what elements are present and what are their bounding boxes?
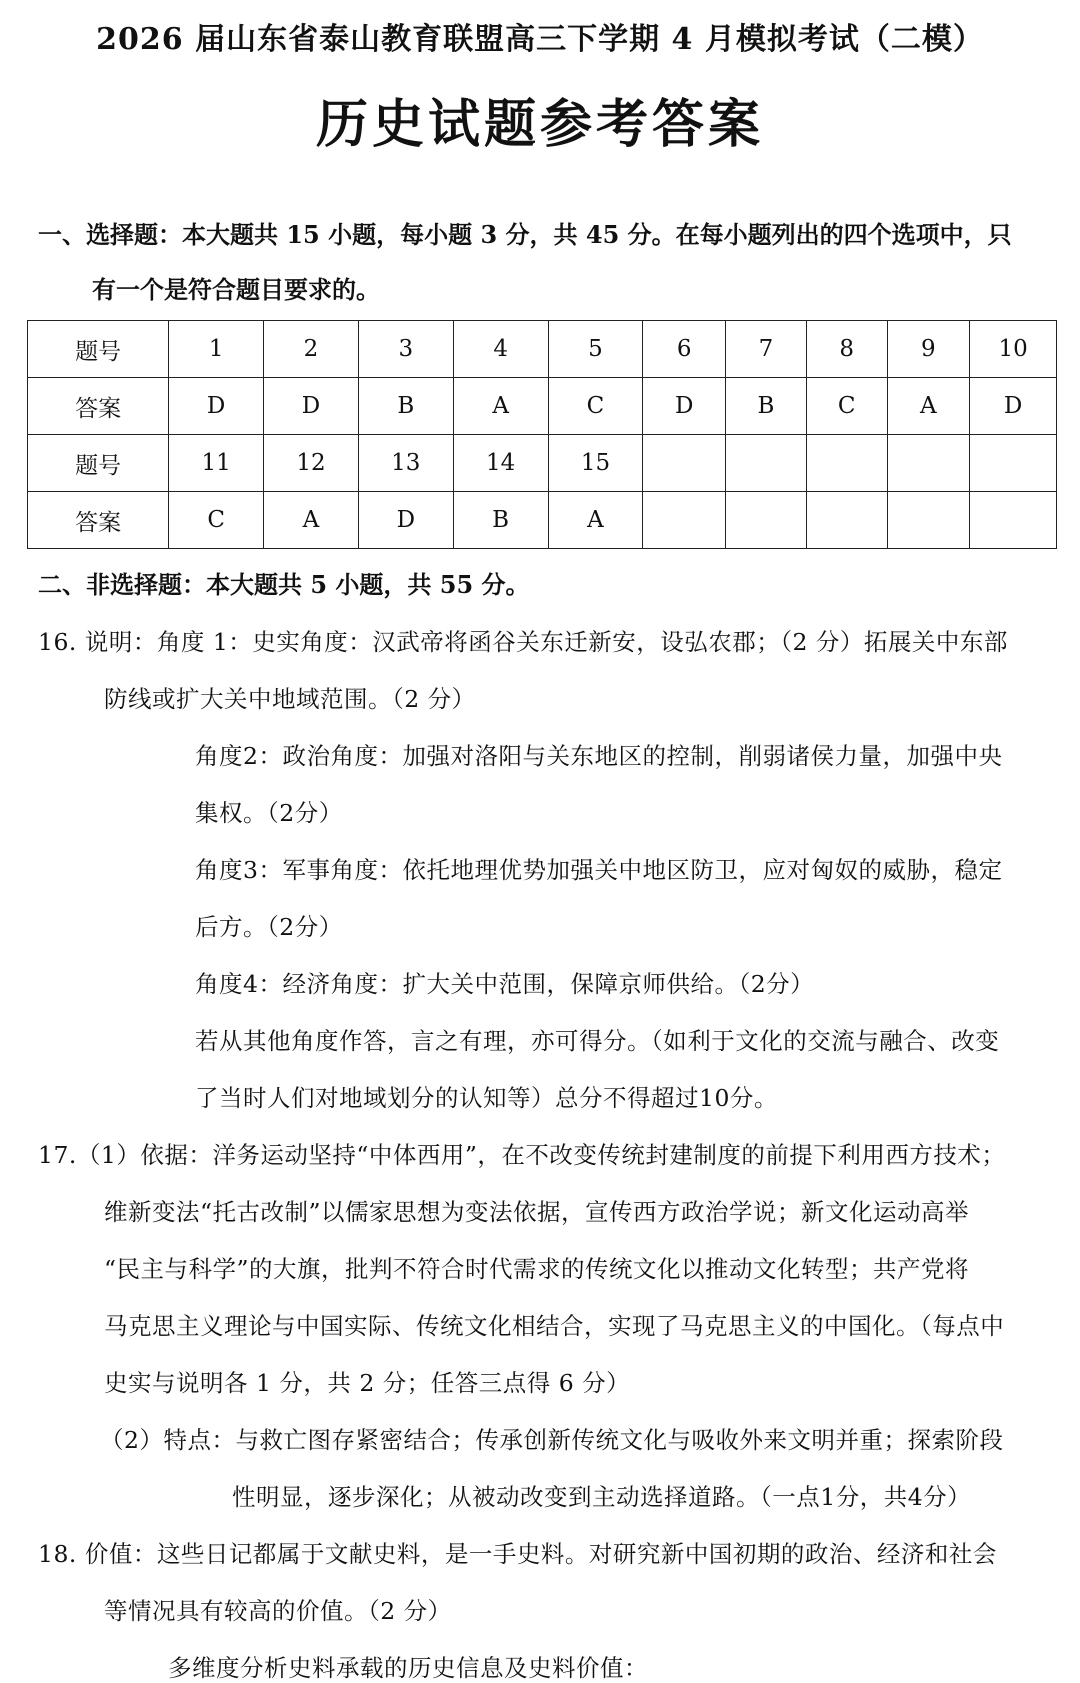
table-cell (643, 492, 726, 549)
table-cell: A (887, 378, 970, 435)
table-cell: 2 (264, 321, 359, 378)
table-cell: 3 (358, 321, 453, 378)
table-row (28, 435, 1057, 492)
section-1-line-1: 一、选择题：本大题共 15 小题，每小题 3 分，共 45 分。在每小题列出的四个选项中，只 (38, 220, 1012, 249)
q16-line-6: 后方。（2分） (195, 913, 343, 941)
q16-line-9: 了当时人们对地域划分的认知等）总分不得超过10分。 (195, 1084, 778, 1112)
document-title: 历史试题参考答案 (315, 94, 764, 155)
q16-line-5: 角度3：军事角度：依托地理优势加强关中地区防卫，应对匈奴的威胁，稳定 (195, 856, 1003, 884)
table-row-header: 答案 (28, 492, 169, 549)
table-cell: A (548, 492, 643, 549)
table-cell: 10 (970, 321, 1057, 378)
table-cell: D (643, 378, 726, 435)
table-cell: B (453, 492, 548, 549)
table-cell: 1 (169, 321, 264, 378)
table-cell: 13 (358, 435, 453, 492)
table-cell (887, 492, 970, 549)
table-cell: C (548, 378, 643, 435)
exam-title: 2026 届山东省泰山教育联盟高三下学期 4 月模拟考试（二模） (96, 22, 984, 57)
table-cell: B (358, 378, 453, 435)
section-2-heading: 二、非选择题：本大题共 5 小题，共 55 分。 (38, 570, 530, 599)
table-cell (726, 492, 807, 549)
q17-line-6: （2）特点：与救亡图存紧密结合；传承创新传统文化与吸收外来文明并重；探索阶段 (100, 1426, 1004, 1454)
table-cell (970, 435, 1057, 492)
q17-line-3: “民主与科学”的大旗，批判不符合时代需求的传统文化以推动文化转型；共产党将 (104, 1255, 970, 1283)
q16-line-2: 防线或扩大关中地域范围。（2 分） (104, 685, 476, 713)
answer-table-body (28, 321, 1057, 549)
table-row-header: 题号 (28, 321, 169, 378)
table-cell: 8 (806, 321, 887, 378)
table-row (28, 321, 1057, 378)
table-cell: B (726, 378, 807, 435)
table-cell: D (169, 378, 264, 435)
table-cell: A (264, 492, 359, 549)
table-row (28, 492, 1057, 549)
q16-line-3: 角度2：政治角度：加强对洛阳与关东地区的控制，削弱诸侯力量，加强中央 (195, 742, 1003, 770)
table-cell: 7 (726, 321, 807, 378)
table-cell: 5 (548, 321, 643, 378)
table-cell (726, 435, 807, 492)
q17-line-7: 性明显，逐步深化；从被动改变到主动选择道路。（一点1分，共4分） (232, 1483, 972, 1511)
table-cell (643, 435, 726, 492)
table-cell: 12 (264, 435, 359, 492)
table-cell: D (264, 378, 359, 435)
table-cell: 9 (887, 321, 970, 378)
section-1-line-2: 有一个是符合题目要求的。 (92, 275, 380, 304)
q17-line-5: 史实与说明各 1 分，共 2 分；任答三点得 6 分） (104, 1369, 631, 1397)
q16-line-8: 若从其他角度作答，言之有理，亦可得分。（如利于文化的交流与融合、改变 (195, 1027, 1000, 1055)
table-cell: 14 (453, 435, 548, 492)
table-cell: C (806, 378, 887, 435)
table-row (28, 378, 1057, 435)
table-cell: A (453, 378, 548, 435)
table-row-header: 题号 (28, 435, 169, 492)
table-cell: 4 (453, 321, 548, 378)
table-cell: D (358, 492, 453, 549)
q16-line-4: 集权。（2分） (195, 799, 343, 827)
table-cell (806, 492, 887, 549)
q17-line-1: 17.（1）依据：洋务运动坚持“中体西用”，在不改变传统封建制度的前提下利用西方技术； (38, 1141, 1006, 1169)
q16-line-7: 角度4：经济角度：扩大关中范围，保障京师供给。（2分） (195, 970, 815, 998)
table-cell: 11 (169, 435, 264, 492)
table-cell (887, 435, 970, 492)
q17-line-2: 维新变法“托古改制”以儒家思想为变法依据，宣传西方政治学说；新文化运动高举 (104, 1198, 970, 1226)
table-cell: 6 (643, 321, 726, 378)
q16-line-1: 16. 说明：角度 1：史实角度：汉武帝将函谷关东迁新安，设弘农郡；（2 分）拓展关中东部 (38, 628, 1008, 656)
answer-table (27, 320, 1057, 549)
table-cell: D (970, 378, 1057, 435)
q18-line-3: 多维度分析史料承载的历史信息及史料价值： (168, 1654, 648, 1682)
q18-line-2: 等情况具有较高的价值。（2 分） (104, 1597, 452, 1625)
table-cell: C (169, 492, 264, 549)
table-cell: 15 (548, 435, 643, 492)
table-row-header: 答案 (28, 378, 169, 435)
q17-line-4: 马克思主义理论与中国实际、传统文化相结合，实现了马克思主义的中国化。（每点中 (104, 1312, 1005, 1340)
q18-line-1: 18. 价值：这些日记都属于文献史料，是一手史料。对研究新中国初期的政治、经济和社会 (38, 1540, 997, 1568)
table-cell (806, 435, 887, 492)
table-cell (970, 492, 1057, 549)
